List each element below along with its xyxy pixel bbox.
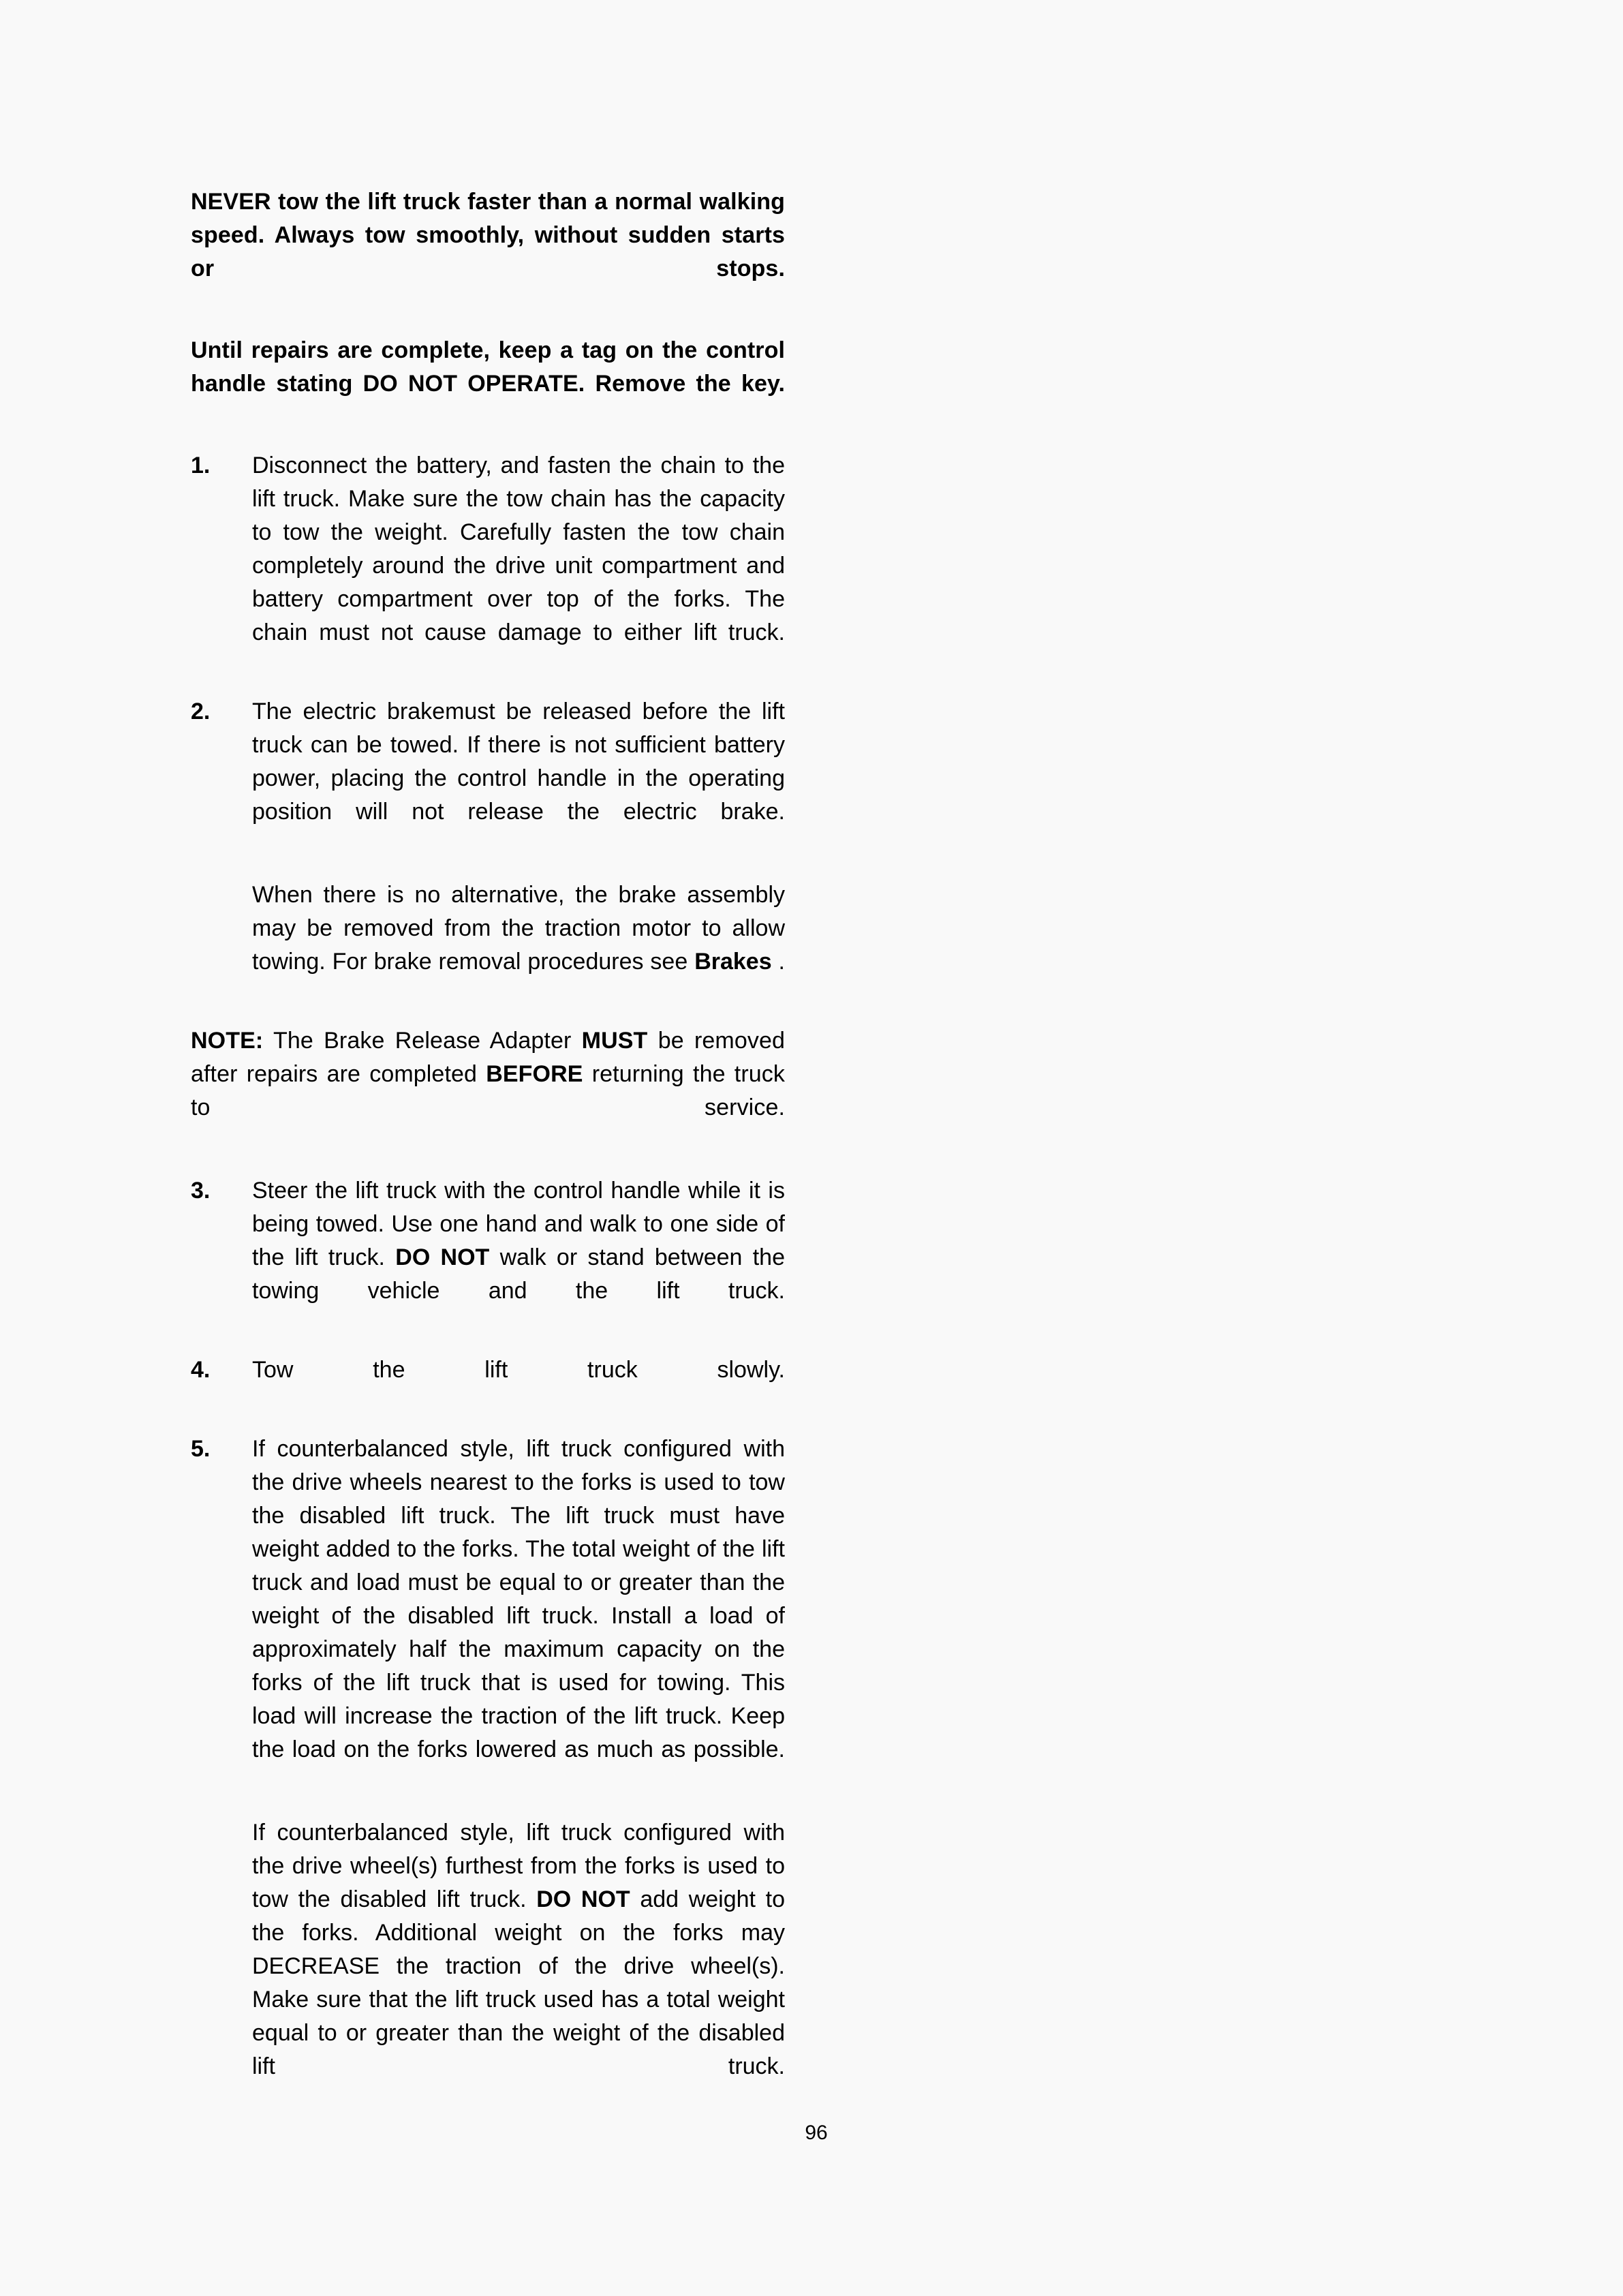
step-5-paragraph-1: If counterbalanced style, lift truck configured with the drive wheels nearest to the forks is used to tow the disabled lift truck. The lift truck must have weight added to the forks. The total weight of the lift truck and load must be equal to or greater than the weight of the disabled lift truck. Install a load of approximately half the maximum capacity on the forks of the lift truck that is used for towing. This load will increase the traction of the lift truck. Keep the load on the forks lowered as much as possible. — [252, 1436, 785, 1762]
text-column — [191, 185, 785, 2129]
note-emphasis-must: MUST — [581, 1028, 648, 1054]
warning-paragraph-tag: Until repairs are complete, keep a tag on the control handle stating DO NOT OPERATE. Remove the key. — [191, 337, 785, 397]
note-text-1: The Brake Release Adapter — [263, 1028, 582, 1054]
step-2-text-after-brakes: . — [771, 949, 785, 975]
note-text-3: returning the truck to service. — [191, 1061, 785, 1120]
step-2-text-before-brakes: When there is no alternative, the brake assembly may be removed from the traction motor to allow towing. For brake removal procedures see — [252, 882, 785, 975]
list-item-step-3 — [191, 1174, 785, 1341]
step-5-emphasis-do-not: DO NOT — [536, 1886, 630, 1912]
page-number: 96 — [805, 2122, 828, 2144]
list-item-body — [252, 695, 785, 1012]
list-item-body — [252, 1174, 785, 1341]
list-item-step-2 — [191, 695, 785, 1012]
list-item-step-1 — [191, 449, 785, 683]
list-item-body — [252, 449, 785, 683]
list-item-body — [252, 1353, 785, 1420]
step-4-paragraph: Tow the lift truck slowly. — [252, 1357, 785, 1383]
list-marker: 5. — [191, 1436, 211, 1462]
step-2-paragraph-2 — [252, 878, 785, 1012]
step-3-text-2: walk or stand between the towing vehicle and the lift truck. — [252, 1244, 786, 1304]
step-5-text-1: If counterbalanced style, lift truck configured with the drive wheel(s) furthest from the forks is used to tow the disabled lift truck. — [252, 1820, 785, 1912]
list-item-step-4 — [191, 1353, 785, 1420]
note-paragraph — [191, 1024, 785, 1158]
procedure-list-part-1 — [191, 449, 785, 1012]
list-marker: 3. — [191, 1178, 211, 1204]
step-3-paragraph — [252, 1174, 785, 1341]
step-3-emphasis-do-not: DO NOT — [395, 1244, 490, 1270]
step-3-text-1: Steer the lift truck with the control handle while it is being towed. Use one hand and walk to one side of the lift truck. — [252, 1178, 785, 1270]
note-emphasis-before: BEFORE — [486, 1061, 583, 1087]
procedure-list-part-2 — [191, 1174, 785, 2117]
step-5-text-2: add weight to the forks. Additional weight on the forks may DECREASE the traction of the drive wheel(s). Make sure that the lift truck used has a total weight equal to or greater than the weight of the disabled lift truck. — [252, 1886, 786, 2079]
list-marker: 1. — [191, 453, 211, 478]
note-label: NOTE: — [191, 1028, 264, 1054]
note-text-2: be removed after repairs are completed — [191, 1028, 785, 1087]
list-marker: 2. — [191, 699, 211, 724]
step-2-paragraph-1: The electric brakemust be released before the lift truck can be towed. If there is not sufficient battery power, placing the control handle in the operating position will not release the electric brake. — [252, 699, 785, 825]
step-5-paragraph-2 — [252, 1816, 785, 2117]
list-marker: 4. — [191, 1357, 211, 1383]
warning-paragraph-never-tow: NEVER tow the lift truck faster than a normal walking speed. Always tow smoothly, without sudden starts or stops. — [191, 189, 785, 281]
brakes-reference: Brakes — [694, 949, 772, 975]
list-item-body — [252, 1433, 785, 2117]
list-item-step-5 — [191, 1433, 785, 2117]
step-1-paragraph: Disconnect the battery, and fasten the chain to the lift truck. Make sure the tow chain has the capacity to tow the weight. Carefully fasten the tow chain completely around the drive unit compartment and battery compartment over top of the forks. The chain must not cause damage to either lift truck. — [252, 453, 785, 645]
